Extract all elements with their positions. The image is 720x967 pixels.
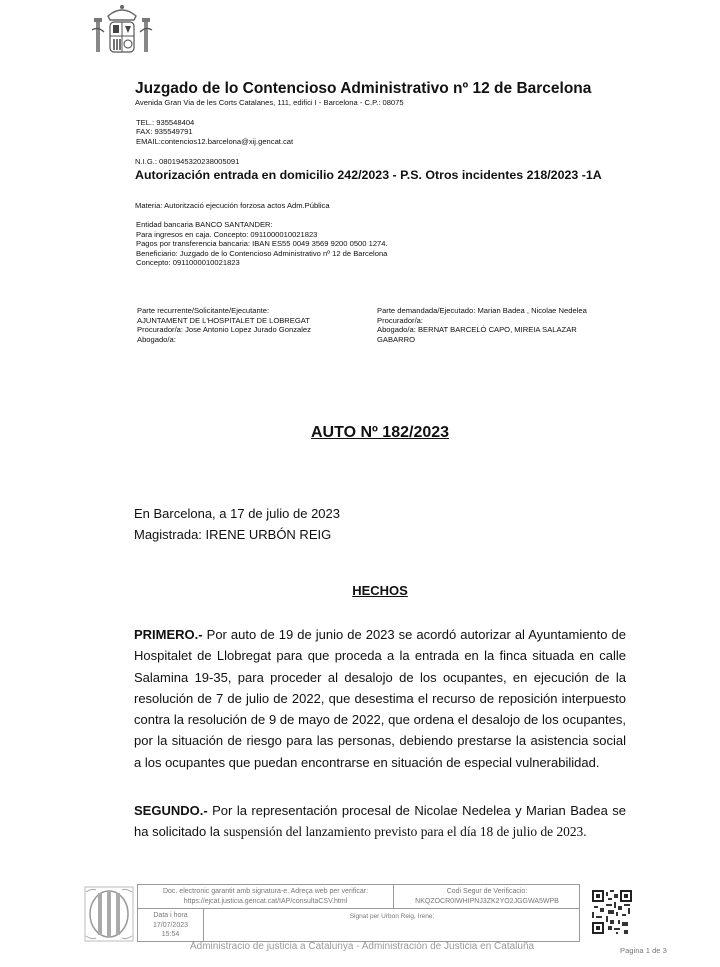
- bank-details: [136, 220, 388, 268]
- contact-block: [136, 118, 293, 146]
- verification-url[interactable]: https://ejcat.justicia.gencat.cat/IAP/consultaCSV.html: [183, 897, 348, 905]
- catalonia-emblem-icon: [84, 886, 134, 942]
- paragraph-segundo: [134, 800, 626, 843]
- page-number: Pagina 1 de 3: [620, 946, 667, 955]
- auto-title: AUTO Nº 182/2023: [310, 424, 450, 441]
- sign-date: 17/07/2023: [152, 921, 189, 929]
- fax: FAX: 935549791: [136, 127, 193, 137]
- magistrate: Magistrada: IRENE URBÓN REIG: [134, 527, 332, 542]
- party-applicant: [137, 306, 369, 344]
- party-role: Parte demandada/Ejecutado: Marian Badea , Nicolae Nedelea: [377, 306, 587, 315]
- party-name: AJUNTAMENT DE L'HOSPITALET DE LOBREGAT: [137, 315, 310, 325]
- segundo-text: Por la representación procesal de Nicolae Nedelea y Marian Badea se ha solicitado la: [134, 803, 626, 840]
- case-subject: Materia: Autorització ejecución forzosa actos Adm.Pública: [135, 201, 330, 210]
- coat-of-arms-icon: [88, 2, 156, 58]
- administration-footer: Administracio de justicia a Catalunya - Administración de Justicia en Cataluña: [190, 941, 535, 952]
- party-abogado: Abogado/a: BERNAT BARCELÓ CAPO, MIREIA SALAZAR GABARRO: [377, 325, 577, 344]
- party-defendant: [377, 306, 609, 344]
- party-role: Parte recurrente/Solicitante/Ejecutante:: [137, 306, 270, 315]
- bank-transfer: Pagos por transferencia bancaria: IBAN ES55 0049 3569 9200 0500 1274.: [136, 239, 388, 248]
- bank-concept: Concepto: 0911000010021823: [136, 258, 240, 267]
- sign-time: 15:54: [161, 931, 180, 938]
- segundo-label: SEGUNDO.-: [134, 803, 208, 818]
- case-title: Autorización entrada en domicilio 242/2023 - P.S. Otros incidentes 218/2023 -1A: [135, 168, 602, 182]
- csv-code: NKQZOCR0IWHIPNJ3ZK2YO2JGGWA5WPB: [415, 897, 559, 905]
- signed-by: Signat per Urbon Reig, Irene;: [349, 913, 435, 920]
- bank-beneficiary: Beneficiario: Juzgado de lo Contencioso Administrativo nº 12 de Barcelona: [136, 248, 388, 258]
- court-address: Avenida Gran Via de les Corts Catalanes, 111, edifici I - Barcelona - C.P.: 08075: [135, 98, 404, 107]
- hechos-heading: HECHOS: [352, 583, 408, 598]
- place-date-block: [134, 503, 340, 545]
- csv-cell: [395, 885, 579, 908]
- signature-table: [137, 884, 580, 942]
- party-procurador: Procurador/a: Jose Antonio Lopez Jurado Gonzalez: [137, 325, 311, 334]
- email: EMAIL:contencios12.barcelona@xij.gencat.cat: [136, 136, 294, 146]
- court-title: Juzgado de lo Contencioso Administrativo nº 12 de Barcelona: [135, 80, 592, 97]
- primero-label: PRIMERO.-: [134, 627, 203, 642]
- bank-cash: Para ingresos en caja. Concepto: 0911000010021823: [136, 229, 318, 239]
- segundo-serif-text: suspensión del lanzamiento previsto para el día 18 de julio de 2023.: [223, 824, 587, 840]
- phone: TEL.: 935548404: [136, 118, 195, 127]
- place-date: En Barcelona, a 17 de julio de 2023: [134, 506, 340, 521]
- paragraph-primero: [134, 624, 626, 773]
- qr-code-icon[interactable]: [592, 890, 632, 934]
- verification-info: [138, 885, 394, 908]
- date-label: Data i hora: [153, 912, 188, 919]
- primero-text: Por auto de 19 de junio de 2023 se acordó autorizar al Ayuntamiento de Hospitalet de Llobregat para que proceda a la entrada en la finca situada en calle Salamina 19-35, para proceder al desalojo de los ocupantes, en ejecución de la resolución de 7 de julio de 2022, que desestima el recurso de reposición interpuesto contra la resolución de 9 de mayo de 2022, que ordena el desalojo de los ocupantes, por la situación de riesgo para las personas, debiendo prestarse la asistencia social a los ocupantes que puedan encontrarse en situación de especial vulnerabilidad.: [134, 627, 626, 770]
- party-abogado: Abogado/a:: [137, 334, 176, 344]
- party-procurador: Procurador/a:: [377, 315, 424, 325]
- csv-label: Codi Segur de Verificacio:: [446, 888, 528, 895]
- bank-entity: Entidad bancaria BANCO SANTANDER:: [136, 220, 273, 229]
- date-cell: [138, 909, 204, 941]
- doc-line1: Doc. electronic garantit amb signatura-e. Adreça web per verificar:: [162, 888, 369, 895]
- nig-number: N.I.G.: 0801945320238005091: [135, 157, 240, 166]
